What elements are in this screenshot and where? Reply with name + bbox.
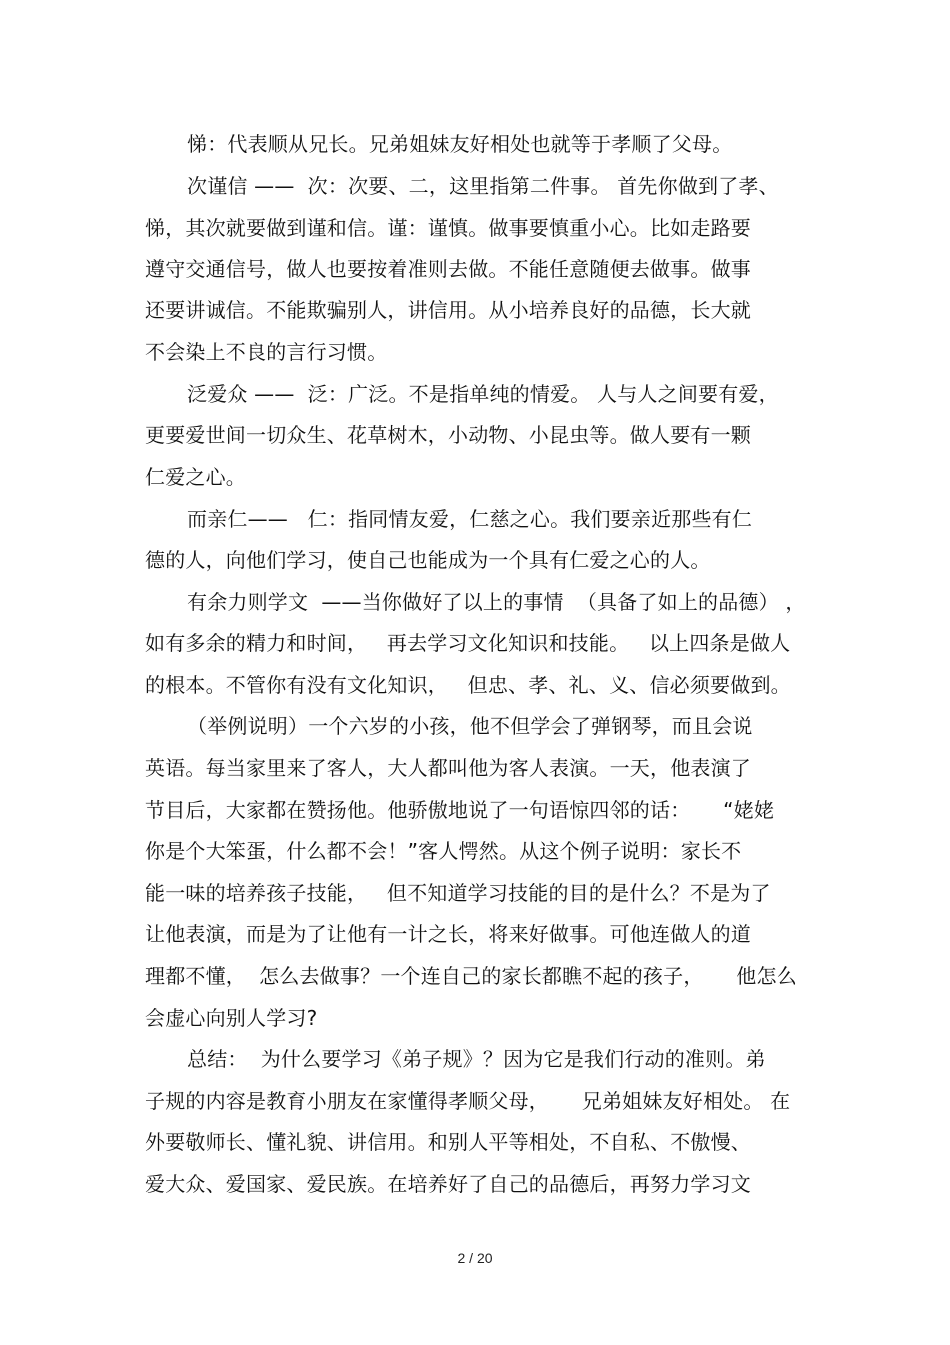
text-line: 悌：代表顺从兄长。兄弟姐妹友好相处也就等于孝顺了父母。	[187, 132, 733, 156]
text-line: 理都不懂， 怎么去做事？一个连自己的家长都瞧不起的孩子， 他怎么	[145, 964, 797, 988]
text-line: 让他表演，而是为了让他有一计之长，将来好做事。可他连做人的道	[145, 922, 751, 946]
text-line: 总结： 为什么要学习《弟子规》？因为它是我们行动的准则。弟	[187, 1047, 766, 1071]
text-line: 仁爱之心。	[145, 465, 246, 489]
text-line: （举例说明）一个六岁的小孩，他不但学会了弹钢琴，而且会说	[187, 714, 753, 738]
text-line: 如有多余的精力和时间， 再去学习文化知识和技能。 以上四条是做人	[145, 631, 791, 655]
page-number: 2 / 20	[457, 1250, 493, 1266]
text-line: 次谨信 —— 次：次要、二，这里指第二件事。 首先你做到了孝、	[187, 174, 779, 198]
text-line: 你是个大笨蛋，什么都不会！”客人愕然。从这个例子说明：家长不	[145, 839, 742, 863]
text-line: 而亲仁—— 仁：指同情友爱，仁慈之心。我们要亲近那些有仁	[187, 507, 753, 531]
text-line: 还要讲诚信。不能欺骗别人，讲信用。从小培养良好的品德，长大就	[145, 298, 751, 322]
text-line: 更要爱世间一切众生、花草树木，小动物、小昆虫等。做人要有一颗	[145, 423, 751, 447]
text-line: 不会染上不良的言行习惯。	[145, 340, 388, 364]
text-line: 有余力则学文 ——当你做好了以上的事情 （具备了如上的品德） ，	[187, 590, 806, 614]
text-line: 子规的内容是教育小朋友在家懂得孝顺父母， 兄弟姐妹友好相处。 在	[145, 1089, 791, 1113]
text-line: 的根本。不管你有没有文化知识， 但忠、孝、礼、义、信必须要做到。	[145, 673, 791, 697]
text-line: 德的人，向他们学习，使自己也能成为一个具有仁爱之心的人。	[145, 548, 711, 572]
text-line: 泛爱众 —— 泛：广泛。不是指单纯的情爱。 人与人之间要有爱，	[187, 382, 779, 406]
text-line: 外要敬师长、懂礼貌、讲信用。和别人平等相处，不自私、不傲慢、	[145, 1130, 751, 1154]
text-line: 英语。每当家里来了客人，大人都叫他为客人表演。一天，他表演了	[145, 756, 751, 780]
text-line: 悌，其次就要做到谨和信。谨：谨慎。做事要慎重小心。比如走路要	[145, 216, 751, 240]
text-line: 爱大众、爱国家、爱民族。在培养好了自己的品德后，再努力学习文	[145, 1172, 751, 1196]
text-line: 会虚心向别人学习?	[145, 1006, 318, 1030]
text-line: 遵守交通信号，做人也要按着准则去做。不能任意随便去做事。做事	[145, 257, 751, 281]
text-line: 节目后，大家都在赞扬他。他骄傲地说了一句语惊四邻的话： “姥姥	[145, 798, 775, 822]
text-line: 能一味的培养孩子技能， 但不知道学习技能的目的是什么？不是为了	[145, 881, 771, 905]
